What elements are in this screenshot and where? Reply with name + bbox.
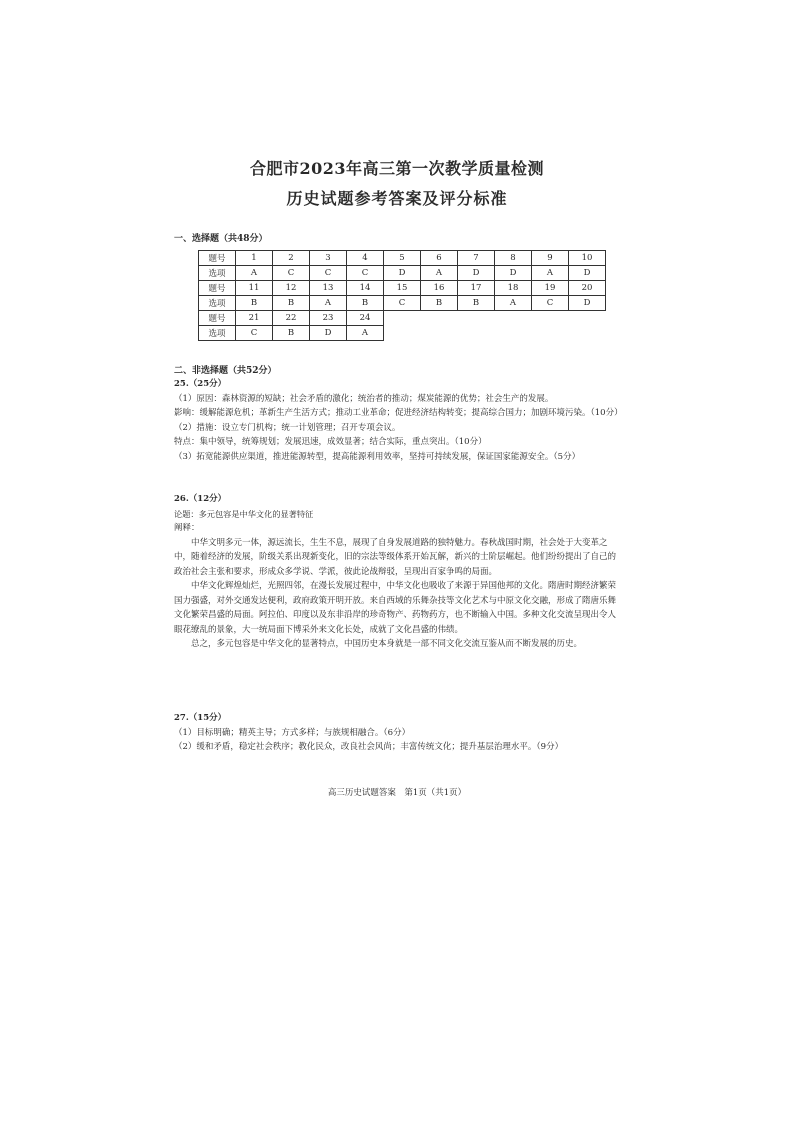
thesis-line: 论题：多元包容是中华文化的显著特征 bbox=[174, 508, 314, 519]
empty-cell bbox=[458, 326, 495, 341]
question-number: 2 bbox=[273, 251, 310, 266]
answer-option: B bbox=[273, 326, 310, 341]
empty-cell bbox=[569, 311, 606, 326]
question-number: 22 bbox=[273, 311, 310, 326]
answer-line: （2）缓和矛盾，稳定社会秩序；教化民众，改良社会风尚；丰富传统文化；提升基层治理水平。（9分） bbox=[174, 742, 564, 752]
row-label-question-number: 题号 bbox=[199, 251, 236, 266]
row-label-answer: 选项 bbox=[199, 326, 236, 341]
question-number: 15 bbox=[384, 281, 421, 296]
question-number: 9 bbox=[532, 251, 569, 266]
question-number: 20 bbox=[569, 281, 606, 296]
empty-cell bbox=[384, 326, 421, 341]
essay-paragraph: 中华文明多元一体，源远流长，生生不息，展现了自身发展道路的独特魅力。春秋战国时期，社会处于大变革之中，随着经济的发展，阶级关系出现新变化，旧的宗法等级体系开始瓦解，新兴的士阶层崛起。他们纷纷提出了自己的政治社会主张和要求，形成众多学说、学派，彼此论战辩驳，呈现出百家争鸣的局面。 bbox=[174, 537, 617, 577]
answer-option: C bbox=[273, 266, 310, 281]
answer-option: C bbox=[347, 266, 384, 281]
answer-line: （1）目标明确；精英主导；方式多样；与族规相融合。（6分） bbox=[174, 727, 411, 738]
answer-line: 特点：集中领导，统筹规划；发展迅速，成效显著；结合实际，重点突出。（10分） bbox=[174, 437, 487, 447]
question-number: 7 bbox=[458, 251, 495, 266]
answer-option: A bbox=[421, 266, 458, 281]
answer-line: （1）原因：森林资源的短缺；社会矛盾的激化；统治者的推动；煤炭能源的优势；社会生产的发展。 bbox=[174, 393, 554, 404]
answer-option: A bbox=[310, 296, 347, 311]
answer-option: B bbox=[421, 296, 458, 311]
empty-cell bbox=[421, 326, 458, 341]
answer-option: B bbox=[347, 296, 384, 311]
answer-option: B bbox=[236, 296, 273, 311]
exam-title: 合肥市2023年高三第一次教学质量检测 bbox=[249, 159, 545, 178]
empty-cell bbox=[532, 326, 569, 341]
empty-cell bbox=[495, 326, 532, 341]
question-number: 5 bbox=[384, 251, 421, 266]
question-title: 25.（25分） bbox=[174, 379, 227, 389]
question-number: 23 bbox=[310, 311, 347, 326]
answer-line: 影响：缓解能源危机；革新生产生活方式；推动工业革命；促进经济结构转变；提高综合国力；加剧环境污染。（10分） bbox=[174, 408, 623, 418]
row-label-answer: 选项 bbox=[199, 266, 236, 281]
question-number: 16 bbox=[421, 281, 458, 296]
empty-cell bbox=[532, 311, 569, 326]
question-25 bbox=[174, 377, 623, 464]
answer-option: D bbox=[569, 296, 606, 311]
row-label-question-number: 题号 bbox=[199, 311, 236, 326]
question-number: 12 bbox=[273, 281, 310, 296]
answer-option: D bbox=[384, 266, 421, 281]
empty-cell bbox=[495, 311, 532, 326]
answer-option: D bbox=[310, 326, 347, 341]
answer-option: C bbox=[236, 326, 273, 341]
answer-line: （3）拓宽能源供应渠道，推进能源转型，提高能源利用效率，坚持可持续发展，保证国家能源安全。（5分） bbox=[174, 451, 581, 462]
section-heading-multiple-choice: 一、选择题（共48分） bbox=[174, 234, 268, 244]
answer-option: B bbox=[458, 296, 495, 311]
answer-option: C bbox=[310, 266, 347, 281]
question-title: 27.（15分） bbox=[174, 713, 227, 723]
question-number: 4 bbox=[347, 251, 384, 266]
question-number: 6 bbox=[421, 251, 458, 266]
question-number: 13 bbox=[310, 281, 347, 296]
answer-option: C bbox=[532, 296, 569, 311]
answer-line: （2）措施：设立专门机构；统一计划管理；召开专项会议。 bbox=[174, 422, 401, 433]
answer-row bbox=[199, 266, 606, 281]
answer-table bbox=[198, 250, 606, 341]
answer-option: A bbox=[236, 266, 273, 281]
answer-option: D bbox=[569, 266, 606, 281]
answer-option: A bbox=[495, 296, 532, 311]
question-number: 21 bbox=[236, 311, 273, 326]
answer-option: D bbox=[495, 266, 532, 281]
question-number: 24 bbox=[347, 311, 384, 326]
answer-option: B bbox=[273, 296, 310, 311]
question-number-row bbox=[199, 311, 606, 326]
answer-option: D bbox=[458, 266, 495, 281]
question-number-row bbox=[199, 251, 606, 266]
empty-cell bbox=[569, 326, 606, 341]
answer-option: A bbox=[347, 326, 384, 341]
question-number: 10 bbox=[569, 251, 606, 266]
question-number: 18 bbox=[495, 281, 532, 296]
question-title: 26.（12分） bbox=[174, 494, 227, 504]
empty-cell bbox=[421, 311, 458, 326]
empty-cell bbox=[458, 311, 495, 326]
question-number: 3 bbox=[310, 251, 347, 266]
elaboration-label: 阐释： bbox=[174, 523, 200, 533]
question-27 bbox=[174, 711, 620, 755]
question-number: 17 bbox=[458, 281, 495, 296]
row-label-answer: 选项 bbox=[199, 296, 236, 311]
answer-option: A bbox=[532, 266, 569, 281]
question-number-row bbox=[199, 281, 606, 296]
question-26 bbox=[174, 492, 620, 652]
answer-row bbox=[199, 326, 606, 341]
question-number: 19 bbox=[532, 281, 569, 296]
question-number: 14 bbox=[347, 281, 384, 296]
question-number: 11 bbox=[236, 281, 273, 296]
essay-paragraph: 中华文化辉煌灿烂，光照四邻，在漫长发展过程中，中华文化也吸收了来源于异国他邦的文化。隋唐时期经济繁荣国力强盛，对外交通发达便利，政府政策开明开放。来自西域的乐舞杂技等文化艺术与中原文化交融，形成了隋唐乐舞文化繁荣昌盛的局面。阿拉伯、印度以及东非沿岸的珍奇物产、药物药方，也不断输入中国。多种文化交流呈现出令人眼花缭乱的景象，大一统局面下博采外来文化长处，成就了文化昌盛的伟绩。 bbox=[174, 581, 617, 635]
answer-option: C bbox=[384, 296, 421, 311]
row-label-question-number: 题号 bbox=[199, 281, 236, 296]
page-footer: 高三历史试题答案 第1页（共1页） bbox=[327, 788, 467, 798]
question-number: 1 bbox=[236, 251, 273, 266]
section-heading-non-choice: 二、非选择题（共52分） bbox=[174, 366, 277, 376]
answer-row bbox=[199, 296, 606, 311]
essay-paragraph: 总之，多元包容是中华文化的显著特点，中国历史本身就是一部不同文化交流互鉴从而不断发展的历史。 bbox=[191, 639, 583, 649]
document-title: 历史试题参考答案及评分标准 bbox=[286, 189, 508, 208]
question-number: 8 bbox=[495, 251, 532, 266]
empty-cell bbox=[384, 311, 421, 326]
